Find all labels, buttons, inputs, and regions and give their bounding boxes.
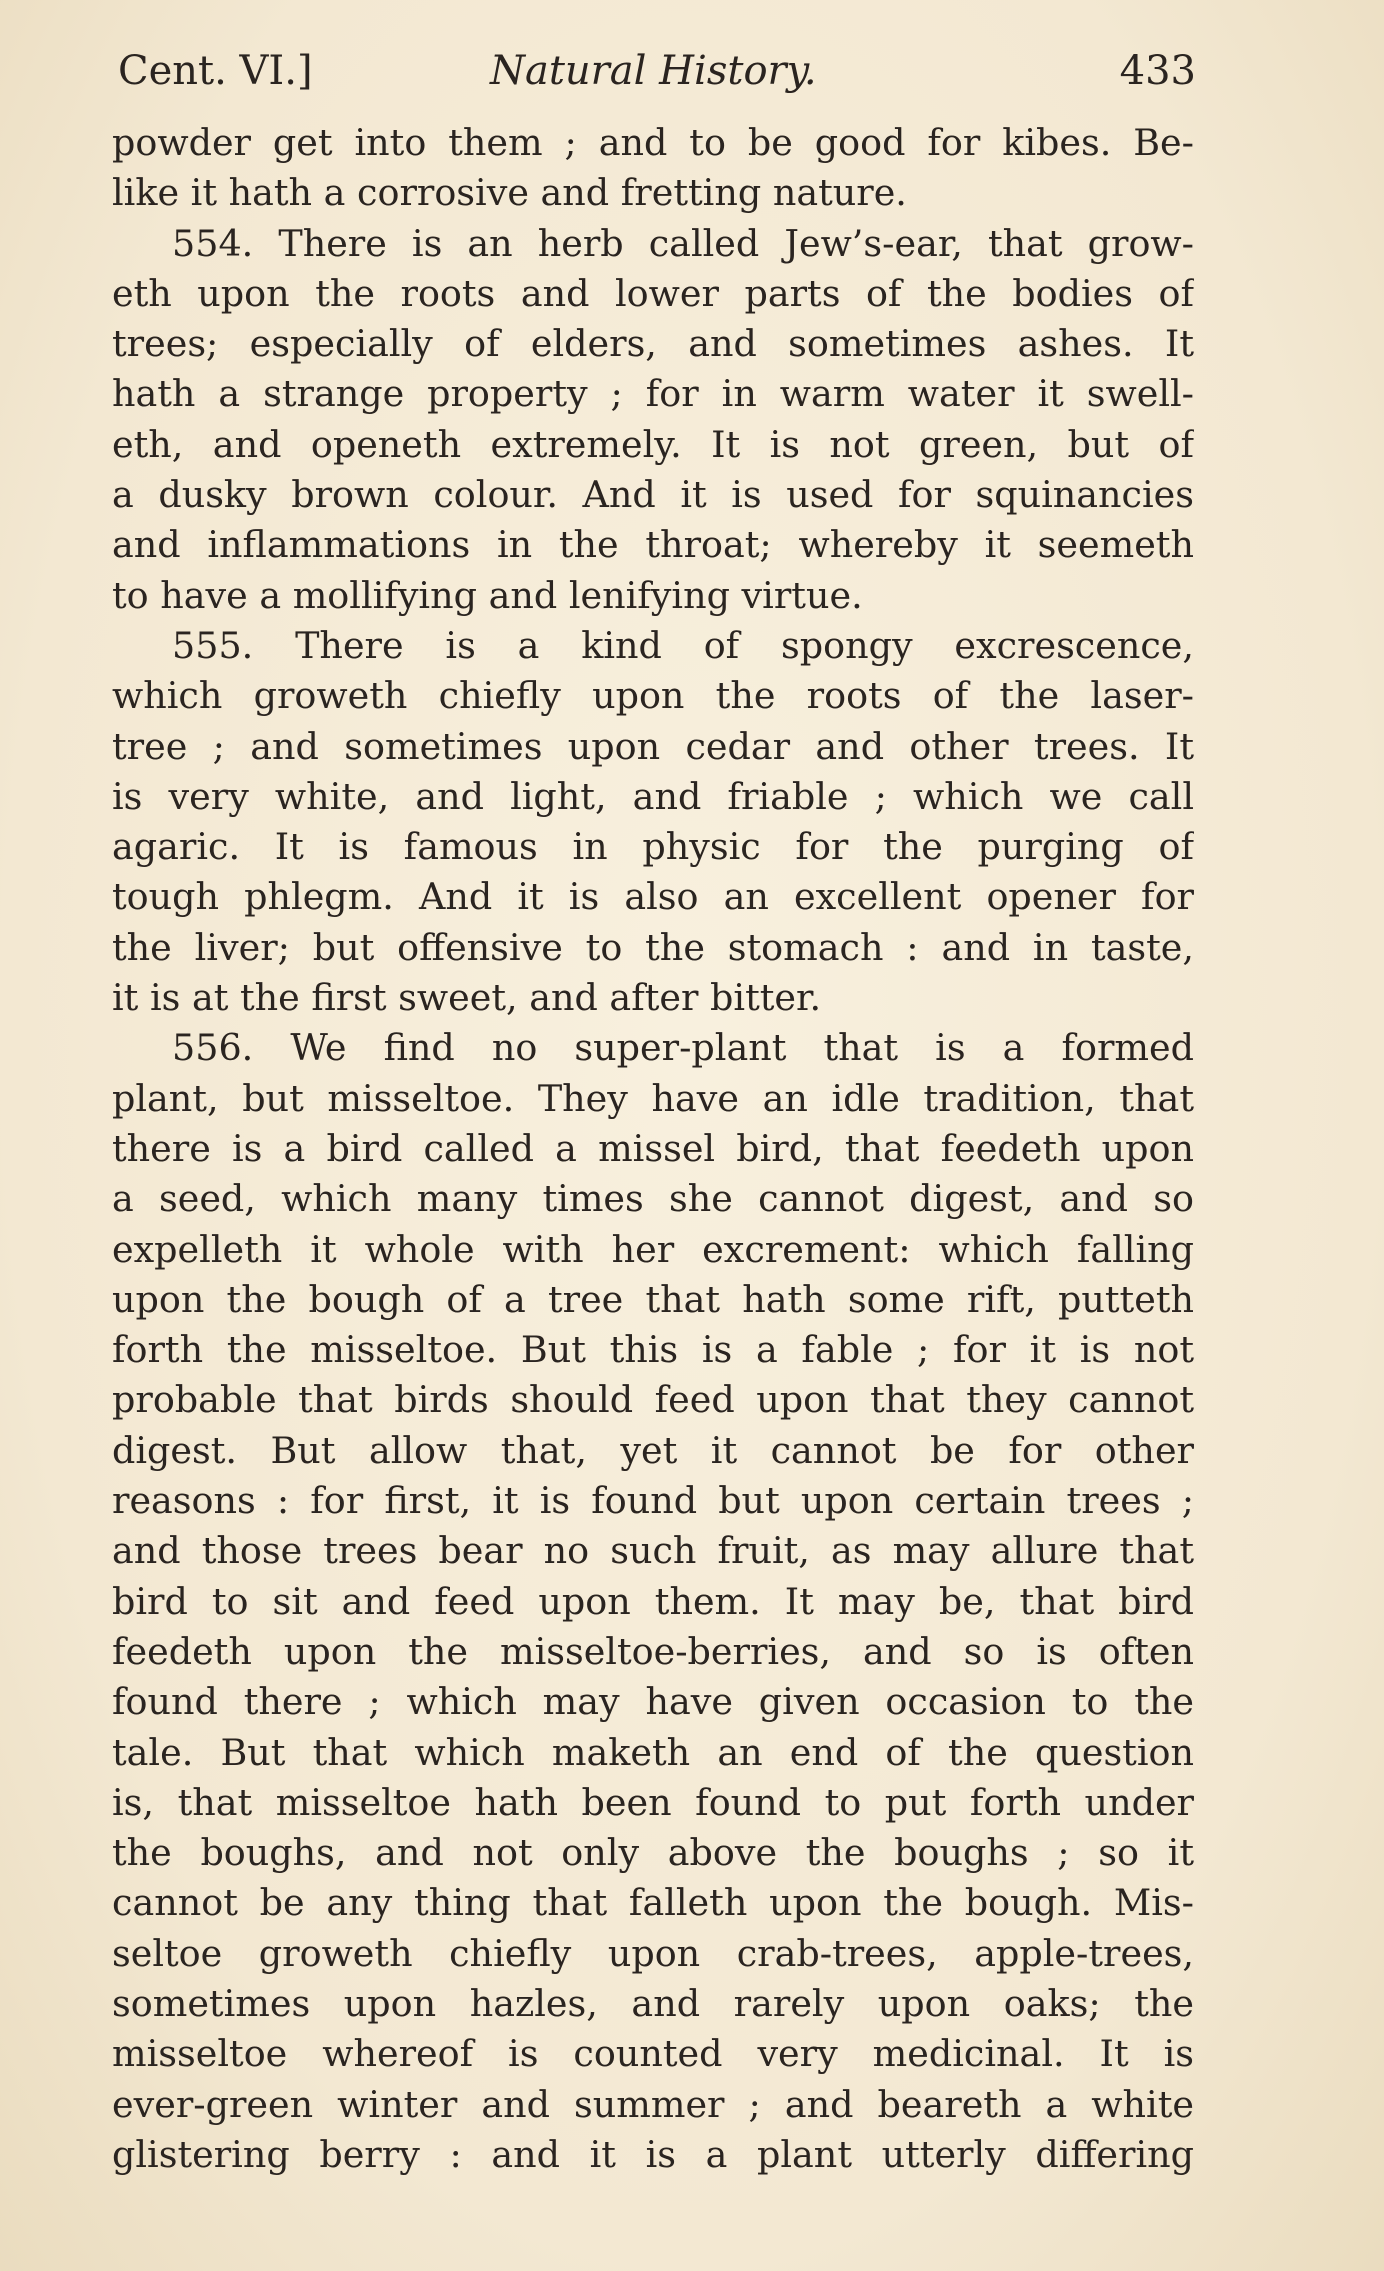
text-line: feedeth upon the misseltoe-berries, and so is often: [112, 1629, 1194, 1673]
text-line: tough phlegm. And it is also an excellent opener for: [112, 875, 1194, 919]
text-line: upon the bough of a tree that hath some rift, putteth: [112, 1277, 1194, 1321]
text-line: is very white, and light, and friable ; which we call: [112, 774, 1194, 818]
text-line: which groweth chiefly upon the roots of the laser-: [112, 674, 1194, 718]
text-line: the liver; but offensive to the stomach : and in taste,: [112, 925, 1194, 969]
text-line: agaric. It is famous in physic for the purging of: [112, 825, 1194, 869]
text-line: like it hath a corrosive and fretting nature.: [112, 171, 907, 215]
text-line: and inflammations in the throat; whereby it seemeth: [112, 523, 1194, 567]
text-line: to have a mollifying and lenifying virtue.: [112, 573, 863, 617]
text-line: eth, and openeth extremely. It is not green, but of: [112, 422, 1194, 466]
text-line: trees; especially of elders, and sometimes ashes. It: [112, 322, 1194, 366]
text-line: a seed, which many times she cannot digest, and so: [112, 1177, 1194, 1221]
text-line: eth upon the roots and lower parts of the bodies of: [112, 271, 1194, 315]
text-line: there is a bird called a missel bird, that feedeth upon: [112, 1126, 1194, 1170]
text-line: hath a strange property ; for in warm water it swell-: [112, 372, 1194, 416]
text-line: misseltoe whereof is counted very medicinal. It is: [112, 2032, 1194, 2076]
text-line: forth the misseltoe. But this is a fable ; for it is not: [112, 1328, 1194, 1372]
text-line: digest. But allow that, yet it cannot be for other: [112, 1428, 1194, 1472]
paragraph-554-start: 554. There is an herb called Jew’s-ear, that grow-: [172, 221, 1194, 265]
text-line: reasons : for first, it is found but upon certain trees ;: [112, 1479, 1194, 1523]
text-line: is, that misseltoe hath been found to put forth under: [112, 1780, 1194, 1824]
running-title: Natural History.: [490, 48, 817, 94]
text-line: ever-green winter and summer ; and beareth a white: [112, 2082, 1194, 2126]
chapter-reference: Cent. VI.]: [118, 48, 313, 94]
text-line: glistering berry : and it is a plant utterly differing: [112, 2132, 1194, 2176]
text-line: expelleth it whole with her excrement: which falling: [112, 1227, 1194, 1271]
text-line: tale. But that which maketh an end of the question: [112, 1730, 1194, 1774]
page-number: 433: [1119, 48, 1196, 94]
text-line: sometimes upon hazles, and rarely upon oaks; the: [112, 1981, 1194, 2025]
text-line: tree ; and sometimes upon cedar and other trees. It: [112, 724, 1194, 768]
text-line: the boughs, and not only above the boughs ; so it: [112, 1831, 1194, 1875]
text-line: seltoe groweth chiefly upon crab-trees, apple-trees,: [112, 1931, 1194, 1975]
text-line: bird to sit and feed upon them. It may be, that bird: [112, 1579, 1194, 1623]
running-header: [118, 48, 1196, 108]
text-line: powder get into them ; and to be good for kibes. Be-: [112, 121, 1194, 164]
text-line: probable that birds should feed upon that they cannot: [112, 1378, 1194, 1422]
text-line: plant, but misseltoe. They have an idle tradition, that: [112, 1076, 1194, 1120]
body-text: [112, 118, 1194, 2180]
text-line: found there ; which may have given occasion to the: [112, 1680, 1194, 1724]
paragraph-555-start: 555. There is a kind of spongy excrescence,: [172, 623, 1194, 667]
text-line: cannot be any thing that falleth upon the bough. Mis-: [112, 1881, 1194, 1925]
text-line: it is at the first sweet, and after bitter.: [112, 976, 822, 1020]
text-line: a dusky brown colour. And it is used for squinancies: [112, 473, 1194, 517]
text-line: and those trees bear no such fruit, as may allure that: [112, 1529, 1194, 1573]
paragraph-556-start: 556. We find no super-plant that is a formed: [172, 1026, 1194, 1070]
